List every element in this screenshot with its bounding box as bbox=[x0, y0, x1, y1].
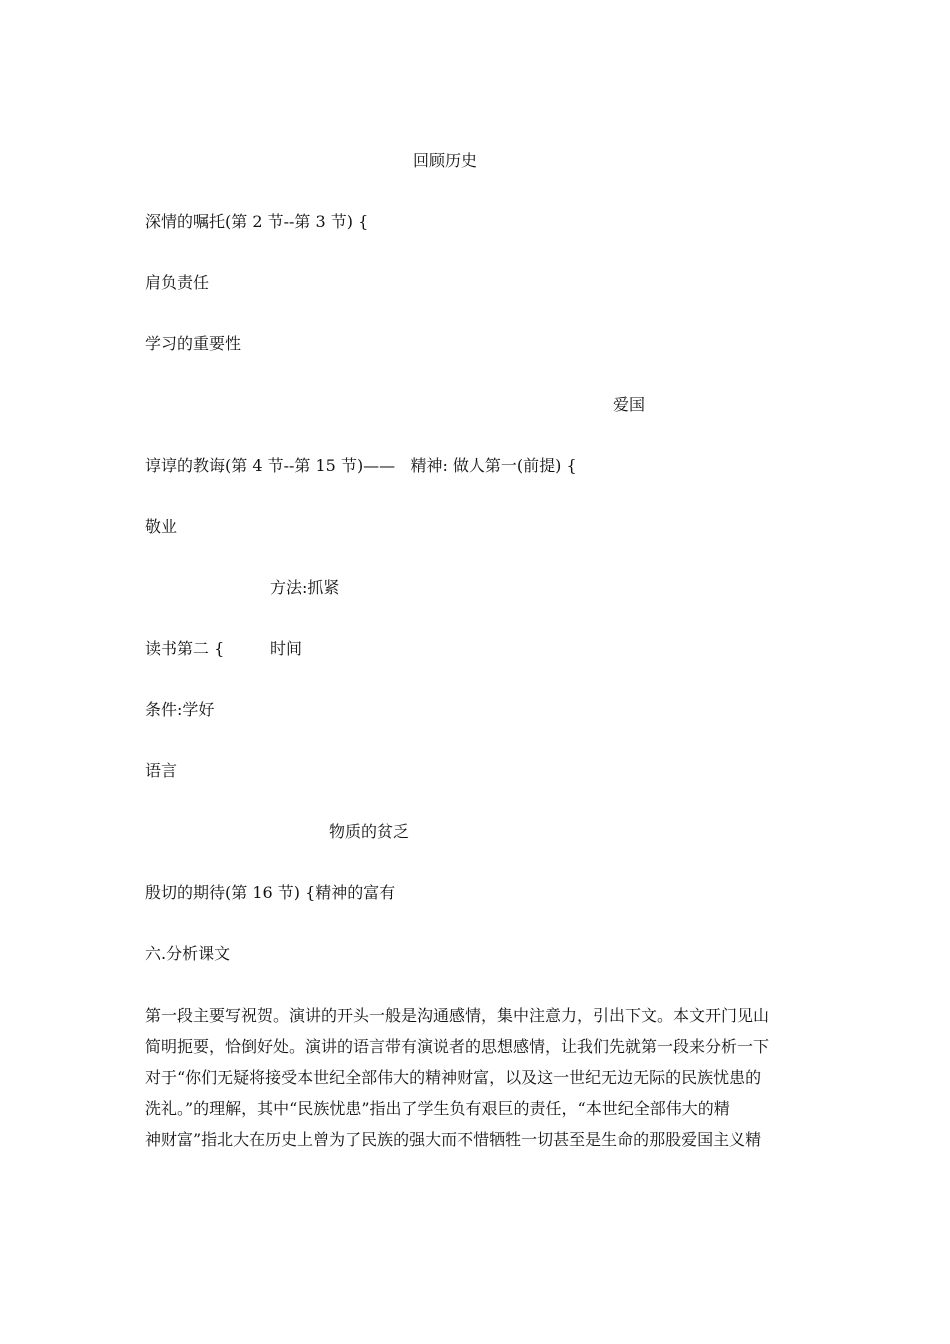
outline-line-patriotism: 爱国 bbox=[613, 395, 646, 414]
outline-line-time: 时间 bbox=[270, 639, 303, 658]
paragraph-line: 简明扼要，恰倒好处。演讲的语言带有演说者的思想感情，让我们先就第一段来分析一下 bbox=[145, 1037, 770, 1056]
paragraph-line: 神财富”指北大在历史上曾为了民族的强大而不惜牺牲一切甚至是生命的那股爱国主义精 bbox=[145, 1130, 762, 1149]
outline-line-language: 语言 bbox=[145, 761, 178, 780]
outline-line-importance-of-study: 学习的重要性 bbox=[145, 334, 242, 353]
outline-line-dedication: 敬业 bbox=[145, 517, 178, 536]
outline-line-earnest-teaching: 谆谆的教诲(第 4 节--第 15 节)—— 精神: 做人第一(前提) { bbox=[145, 456, 577, 475]
outline-line-reading-second: 读书第二 { bbox=[145, 639, 225, 658]
paragraph-line: 对于“你们无疑将接受本世纪全部伟大的精神财富，以及这一世纪无边无际的民族忧患的 bbox=[145, 1068, 762, 1087]
outline-line-method: 方法:抓紧 bbox=[270, 578, 340, 597]
outline-line-condition: 条件:学好 bbox=[145, 700, 215, 719]
analysis-paragraph bbox=[145, 1000, 810, 1155]
outline-line-expectation: 殷切的期待(第 16 节) {精神的富有 bbox=[145, 883, 396, 902]
paragraph-line: 洗礼。”的理解，其中“民族忧患”指出了学生负有艰巨的责任，“本世纪全部伟大的精 bbox=[145, 1099, 730, 1118]
section-heading-analyze-text: 六.分析课文 bbox=[145, 944, 231, 963]
outline-line-shoulder-responsibility: 肩负责任 bbox=[145, 273, 210, 292]
outline-line-earnest-entrust: 深情的嘱托(第 2 节--第 3 节) { bbox=[145, 212, 369, 231]
outline-line-material-poverty: 物质的贫乏 bbox=[329, 822, 410, 841]
paragraph-line: 第一段主要写祝贺。演讲的开头一般是沟通感情，集中注意力，引出下文。本文开门见山 bbox=[145, 1006, 770, 1025]
outline-heading-review-history: 回顾历史 bbox=[413, 151, 478, 170]
